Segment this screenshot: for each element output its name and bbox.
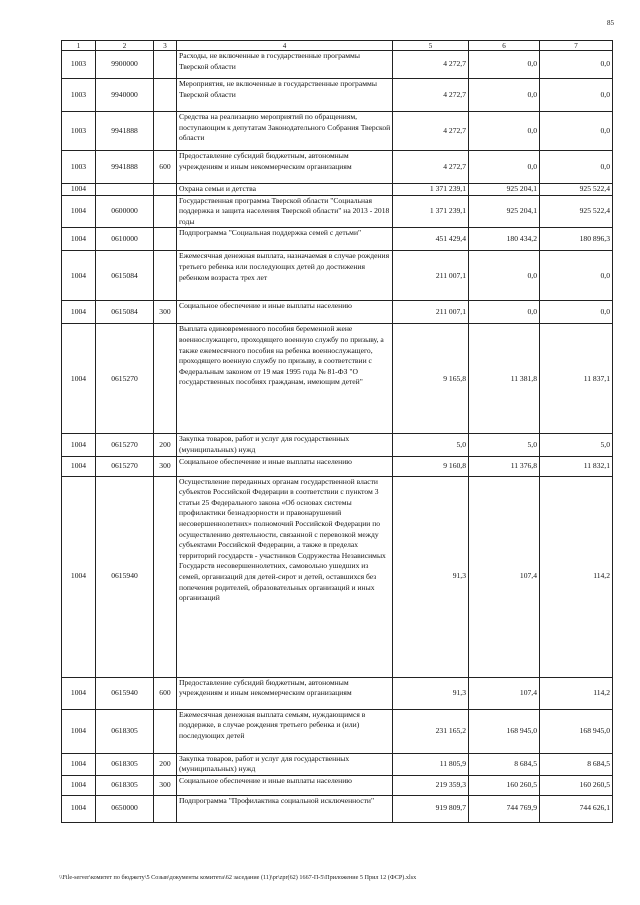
amount-col5: 11 805,9 <box>393 753 469 775</box>
section-code: 1004 <box>62 251 96 301</box>
amount-col5: 91,3 <box>393 476 469 677</box>
expense-type-code <box>154 251 177 301</box>
amount-col5: 211 007,1 <box>393 251 469 301</box>
target-article-code: 0618305 <box>96 753 154 775</box>
file-path-footer: \\File-server\комитет по бюджету\5 Созыв\документы комитета\62 заседание (11)\pr\zpr(62) 1667-П-5\Приложение 5 Прил 12 (ФСР).xlsx <box>59 874 417 881</box>
amount-col6: 11 381,8 <box>469 324 540 434</box>
expense-type-code: 300 <box>154 456 177 476</box>
expense-type-code <box>154 184 177 196</box>
expense-name: Ежемесячная денежная выплата, назначаемая в случае рождения третьего ребенка или последующих детей до достижения ребенком возраста трех лет <box>177 251 393 301</box>
section-code: 1003 <box>62 79 96 112</box>
amount-col6: 0,0 <box>469 301 540 324</box>
section-code: 1004 <box>62 301 96 324</box>
amount-col6: 925 204,1 <box>469 195 540 228</box>
section-code: 1003 <box>62 112 96 151</box>
table-row <box>62 709 613 753</box>
expense-type-code <box>154 112 177 151</box>
amount-col5: 4 272,7 <box>393 112 469 151</box>
target-article-code: 0615270 <box>96 434 154 456</box>
column-number: 3 <box>154 41 177 51</box>
amount-col7: 0,0 <box>540 112 613 151</box>
amount-col7: 0,0 <box>540 151 613 184</box>
expense-name: Расходы, не включенные в государственные программы Тверской области <box>177 51 393 79</box>
expense-name: Подпрограмма "Социальная поддержка семей с детьми" <box>177 228 393 251</box>
expense-type-code <box>154 476 177 677</box>
expense-type-code <box>154 795 177 822</box>
expense-name: Социальное обеспечение и иные выплаты населению <box>177 301 393 324</box>
table-row <box>62 677 613 709</box>
amount-col5: 919 809,7 <box>393 795 469 822</box>
target-article-code: 9941888 <box>96 151 154 184</box>
expense-type-code <box>154 228 177 251</box>
section-code: 1004 <box>62 775 96 795</box>
amount-col7: 114,2 <box>540 476 613 677</box>
amount-col7: 160 260,5 <box>540 775 613 795</box>
amount-col6: 744 769,9 <box>469 795 540 822</box>
amount-col6: 0,0 <box>469 51 540 79</box>
table-row <box>62 753 613 775</box>
amount-col7: 168 945,0 <box>540 709 613 753</box>
amount-col6: 5,0 <box>469 434 540 456</box>
expense-type-code <box>154 324 177 434</box>
amount-col6: 107,4 <box>469 476 540 677</box>
target-article-code: 0650000 <box>96 795 154 822</box>
amount-col7: 114,2 <box>540 677 613 709</box>
amount-col5: 219 359,3 <box>393 775 469 795</box>
section-code: 1004 <box>62 753 96 775</box>
amount-col7: 744 626,1 <box>540 795 613 822</box>
amount-col5: 9 160,8 <box>393 456 469 476</box>
expense-type-code <box>154 51 177 79</box>
target-article-code: 9900000 <box>96 51 154 79</box>
amount-col7: 0,0 <box>540 301 613 324</box>
amount-col6: 0,0 <box>469 251 540 301</box>
amount-col7: 11 832,1 <box>540 456 613 476</box>
amount-col6: 925 204,1 <box>469 184 540 196</box>
amount-col5: 4 272,7 <box>393 79 469 112</box>
amount-col5: 9 165,8 <box>393 324 469 434</box>
target-article-code: 0615084 <box>96 251 154 301</box>
section-code: 1004 <box>62 184 96 196</box>
amount-col6: 107,4 <box>469 677 540 709</box>
section-code: 1004 <box>62 324 96 434</box>
target-article-code: 9940000 <box>96 79 154 112</box>
target-article-code: 0615084 <box>96 301 154 324</box>
amount-col5: 1 371 239,1 <box>393 184 469 196</box>
amount-col7: 11 837,1 <box>540 324 613 434</box>
amount-col6: 11 376,8 <box>469 456 540 476</box>
table-row <box>62 51 613 79</box>
section-code: 1004 <box>62 228 96 251</box>
expense-name: Подпрограмма "Профилактика социальной исключенности" <box>177 795 393 822</box>
section-code: 1004 <box>62 709 96 753</box>
amount-col7: 0,0 <box>540 51 613 79</box>
table-row <box>62 251 613 301</box>
amount-col5: 1 371 239,1 <box>393 195 469 228</box>
expense-type-code <box>154 195 177 228</box>
expense-name: Ежемесячная денежная выплата семьям, нуждающимся в поддержке, в случае рождения третьего ребенка и (или) последующих детей <box>177 709 393 753</box>
target-article-code <box>96 184 154 196</box>
table-row <box>62 476 613 677</box>
section-code: 1003 <box>62 51 96 79</box>
expense-type-code: 200 <box>154 434 177 456</box>
amount-col6: 168 945,0 <box>469 709 540 753</box>
table-row <box>62 795 613 822</box>
amount-col5: 231 165,2 <box>393 709 469 753</box>
amount-col5: 5,0 <box>393 434 469 456</box>
target-article-code: 0615270 <box>96 324 154 434</box>
expense-name: Государственная программа Тверской области "Социальная поддержка и защита населения Тверской области" на 2013 - 2018 годы <box>177 195 393 228</box>
expense-type-code: 600 <box>154 151 177 184</box>
expense-type-code <box>154 79 177 112</box>
budget-table <box>61 40 613 823</box>
amount-col6: 0,0 <box>469 79 540 112</box>
amount-col5: 91,3 <box>393 677 469 709</box>
table-row <box>62 228 613 251</box>
amount-col5: 451 429,4 <box>393 228 469 251</box>
expense-type-code: 600 <box>154 677 177 709</box>
table-row <box>62 151 613 184</box>
amount-col6: 180 434,2 <box>469 228 540 251</box>
target-article-code: 0615940 <box>96 677 154 709</box>
target-article-code: 0610000 <box>96 228 154 251</box>
amount-col7: 5,0 <box>540 434 613 456</box>
amount-col5: 211 007,1 <box>393 301 469 324</box>
expense-name: Социальное обеспечение и иные выплаты населению <box>177 456 393 476</box>
section-code: 1004 <box>62 434 96 456</box>
expense-name: Осуществление переданных органам государственной власти субъектов Российской Федерации в соответствии с пунктом 3 статьи 25 Федерального закона «Об основах системы профилактики безнадзорности и правонарушений несовершеннолетних» полномочий Российской Федерации по осуществлению деятельности, связанной с перевозкой между субъектами Российской Федерации, а также в пределах территорий государств - участников Содружества Независимых Государств несовершеннолетних, самовольно ушедших из семей, организаций для детей-сирот и детей, оставшихся без попечения родителей, образовательных организаций и иных организаций <box>177 476 393 677</box>
section-code: 1004 <box>62 677 96 709</box>
amount-col7: 8 684,5 <box>540 753 613 775</box>
table-row <box>62 324 613 434</box>
table-row <box>62 434 613 456</box>
target-article-code: 9941888 <box>96 112 154 151</box>
section-code: 1004 <box>62 476 96 677</box>
target-article-code: 0615940 <box>96 476 154 677</box>
expense-type-code: 300 <box>154 775 177 795</box>
column-number: 7 <box>540 41 613 51</box>
amount-col7: 0,0 <box>540 251 613 301</box>
expense-name: Предоставление субсидий бюджетным, автономным учреждениям и иным некоммерческим организациям <box>177 151 393 184</box>
amount-col6: 0,0 <box>469 112 540 151</box>
expense-name: Средства на реализацию мероприятий по обращениям, поступающим к депутатам Законодательного Собрания Тверской области <box>177 112 393 151</box>
amount-col7: 0,0 <box>540 79 613 112</box>
target-article-code: 0618305 <box>96 709 154 753</box>
page-number: 85 <box>607 19 614 27</box>
expense-name: Закупка товаров, работ и услуг для государственных (муниципальных) нужд <box>177 434 393 456</box>
column-number: 4 <box>177 41 393 51</box>
expense-name: Выплата единовременного пособия беременной жене военнослужащего, проходящего военную службу по призыву, а также ежемесячного пособия на ребенка военнослужащего, проходящего военную службу по призыву, в соответствии с Федеральным законом от 19 мая 1995 года № 81-ФЗ "О государственных пособиях гражданам, имеющим детей" <box>177 324 393 434</box>
column-number: 2 <box>96 41 154 51</box>
section-code: 1003 <box>62 151 96 184</box>
expense-name: Охрана семьи и детства <box>177 184 393 196</box>
expense-type-code <box>154 709 177 753</box>
expense-type-code: 200 <box>154 753 177 775</box>
amount-col7: 925 522,4 <box>540 195 613 228</box>
amount-col5: 4 272,7 <box>393 51 469 79</box>
expense-name: Социальное обеспечение и иные выплаты населению <box>177 775 393 795</box>
expense-name: Мероприятия, не включенные в государственные программы Тверской области <box>177 79 393 112</box>
amount-col5: 4 272,7 <box>393 151 469 184</box>
section-code: 1004 <box>62 456 96 476</box>
section-code: 1004 <box>62 795 96 822</box>
amount-col7: 925 522,4 <box>540 184 613 196</box>
amount-col6: 8 684,5 <box>469 753 540 775</box>
table-row <box>62 195 613 228</box>
section-code: 1004 <box>62 195 96 228</box>
table-row <box>62 775 613 795</box>
amount-col6: 0,0 <box>469 151 540 184</box>
column-number: 1 <box>62 41 96 51</box>
amount-col7: 180 896,3 <box>540 228 613 251</box>
column-number-row <box>62 41 613 51</box>
target-article-code: 0600000 <box>96 195 154 228</box>
table-row <box>62 112 613 151</box>
column-number: 6 <box>469 41 540 51</box>
target-article-code: 0615270 <box>96 456 154 476</box>
table-row <box>62 456 613 476</box>
table-row <box>62 79 613 112</box>
amount-col6: 160 260,5 <box>469 775 540 795</box>
target-article-code: 0618305 <box>96 775 154 795</box>
column-number: 5 <box>393 41 469 51</box>
table-row <box>62 301 613 324</box>
table-row <box>62 184 613 196</box>
expense-type-code: 300 <box>154 301 177 324</box>
expense-name: Закупка товаров, работ и услуг для государственных (муниципальных) нужд <box>177 753 393 775</box>
expense-name: Предоставление субсидий бюджетным, автономным учреждениям и иным некоммерческим организациям <box>177 677 393 709</box>
